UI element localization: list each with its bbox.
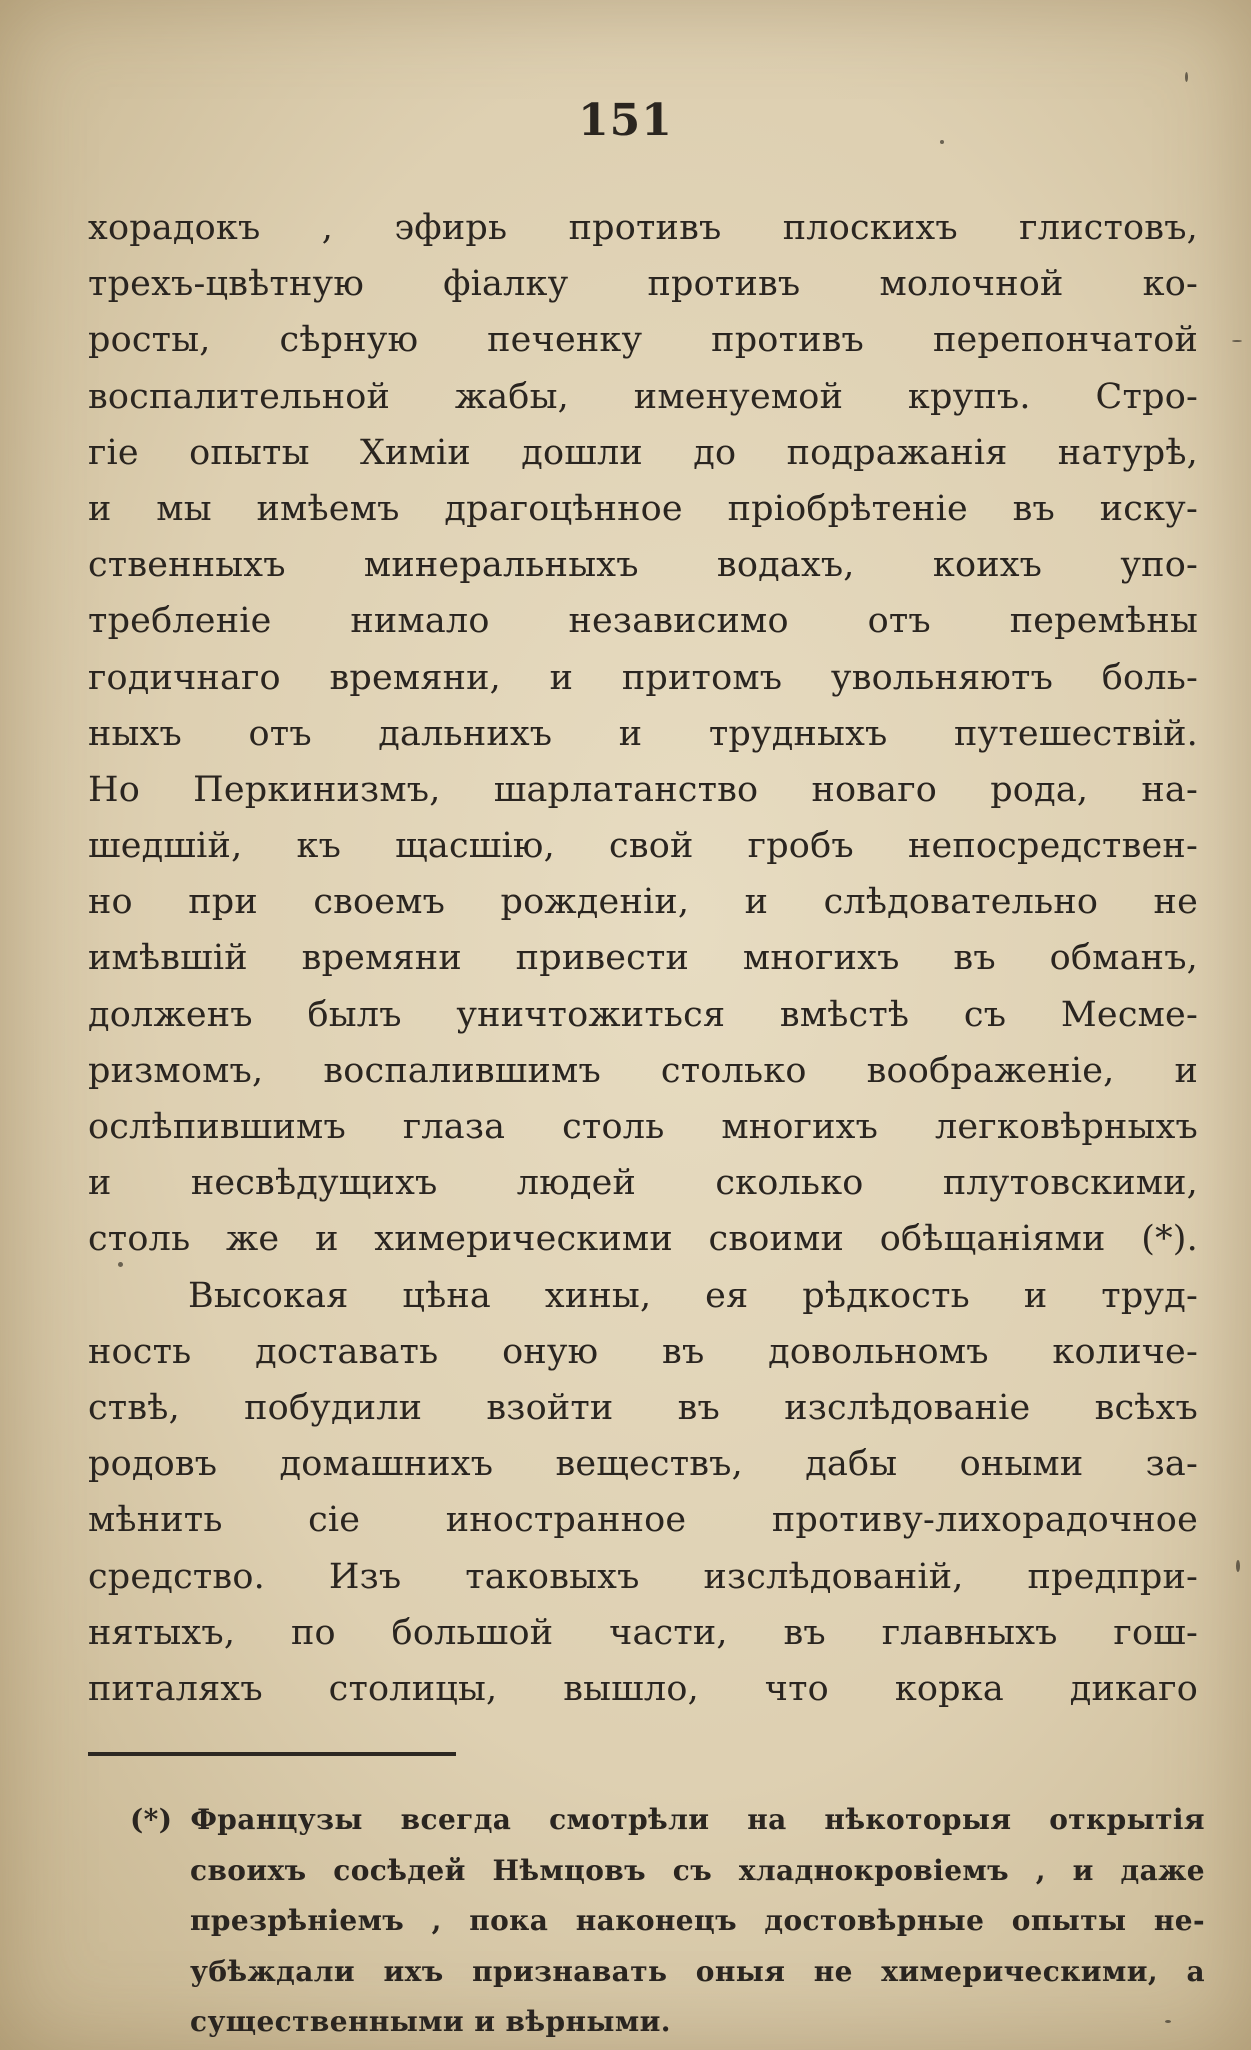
text-line: гіе опыты Химіи дошли до подражанія натурѣ, — [88, 432, 1198, 473]
text-line: питаляхъ столицы, вышло, что корка дикаго — [88, 1668, 1198, 1709]
text-line: ризмомъ, воспалившимъ столько воображеніе, и — [88, 1050, 1198, 1091]
text-line: воспалительной жабы, именуемой крупъ. Стро- — [88, 376, 1198, 417]
paper-speck — [118, 1262, 123, 1267]
text-line: ныхъ отъ дальнихъ и трудныхъ путешествій. — [88, 713, 1198, 754]
text-line: ствѣ, побудили взойти въ изслѣдованіе всѣхъ — [88, 1387, 1198, 1428]
paragraph-start-line: Высокая цѣна хины, ея рѣдкость и труд- — [188, 1275, 1198, 1316]
text-line: и несвѣдущихъ людей сколько плутовскими, — [88, 1163, 1198, 1204]
text-line: ственныхъ минеральныхъ водахъ, коихъ упо- — [88, 545, 1198, 586]
footnote — [130, 1795, 1205, 2048]
footnote-line: презрѣніемъ , пока наконецъ достовѣрные опыты не- — [190, 1904, 1205, 1937]
text-line: средство. Изъ таковыхъ изслѣдованій, предпри- — [88, 1556, 1198, 1597]
main-text — [88, 200, 1198, 1717]
footnote-line: своихъ сосѣдей Нѣмцовъ съ хладнокровіемъ , и даже — [190, 1853, 1205, 1887]
text-line: имѣвшій времяни привести многихъ въ обманъ, — [88, 938, 1198, 979]
paper-speck — [1236, 1560, 1240, 1572]
footnote-separator — [88, 1752, 456, 1756]
footnote-text: Французы всегда смотрѣли на нѣкоторыя открытія — [190, 1803, 1205, 1836]
text-line: мѣнить сіе иностранное противу-лихорадочное — [88, 1500, 1198, 1541]
text-line: росты, сѣрную печенку противъ перепончатой — [88, 320, 1198, 361]
paper-speck — [940, 140, 944, 144]
paper-speck — [1185, 72, 1188, 82]
text-line: но при своемъ рожденіи, и слѣдовательно не — [88, 882, 1198, 923]
text-line: требленіе нимало независимо отъ перемѣны — [88, 601, 1198, 642]
text-line: нятыхъ, по большой части, въ главныхъ гош- — [88, 1612, 1198, 1653]
text-line: долженъ былъ уничтожиться вмѣстѣ съ Месме- — [88, 994, 1198, 1035]
text-line: Но Перкинизмъ, шарлатанство новаго рода, на- — [88, 769, 1198, 810]
footnote-line: убѣждали ихъ признавать оныя не химерическими, а — [190, 1954, 1205, 1988]
text-line: годичнаго времяни, и притомъ увольняютъ боль- — [88, 657, 1198, 698]
footnote-line — [130, 1795, 1205, 1846]
text-line: столь же и химерическими своими обѣщаніями (*). — [88, 1219, 1198, 1260]
footnote-marker: (*) — [130, 1803, 173, 1836]
text-line: и мы имѣемъ драгоцѣнное пріобрѣтеніе въ иску- — [88, 488, 1198, 529]
text-line: родовъ домашнихъ веществъ, дабы оными за- — [88, 1444, 1198, 1485]
paper-speck — [1232, 340, 1242, 342]
text-line: ослѣпившимъ глаза столь многихъ легковѣрныхъ — [88, 1107, 1198, 1147]
text-line: трехъ-цвѣтную фіалку противъ молочной ко- — [88, 264, 1198, 305]
footnote-line: существенными и вѣрными. — [190, 2005, 671, 2038]
text-line: шедшій, къ щасшію, свой гробъ непосредствен- — [88, 826, 1198, 867]
page-number: 151 — [578, 95, 673, 146]
text-line: ность доставать оную въ довольномъ количе- — [88, 1331, 1198, 1372]
paper-speck — [1165, 2020, 1171, 2023]
text-line: хорадокъ , эфирь противъ плоскихъ глистовъ, — [88, 208, 1198, 248]
